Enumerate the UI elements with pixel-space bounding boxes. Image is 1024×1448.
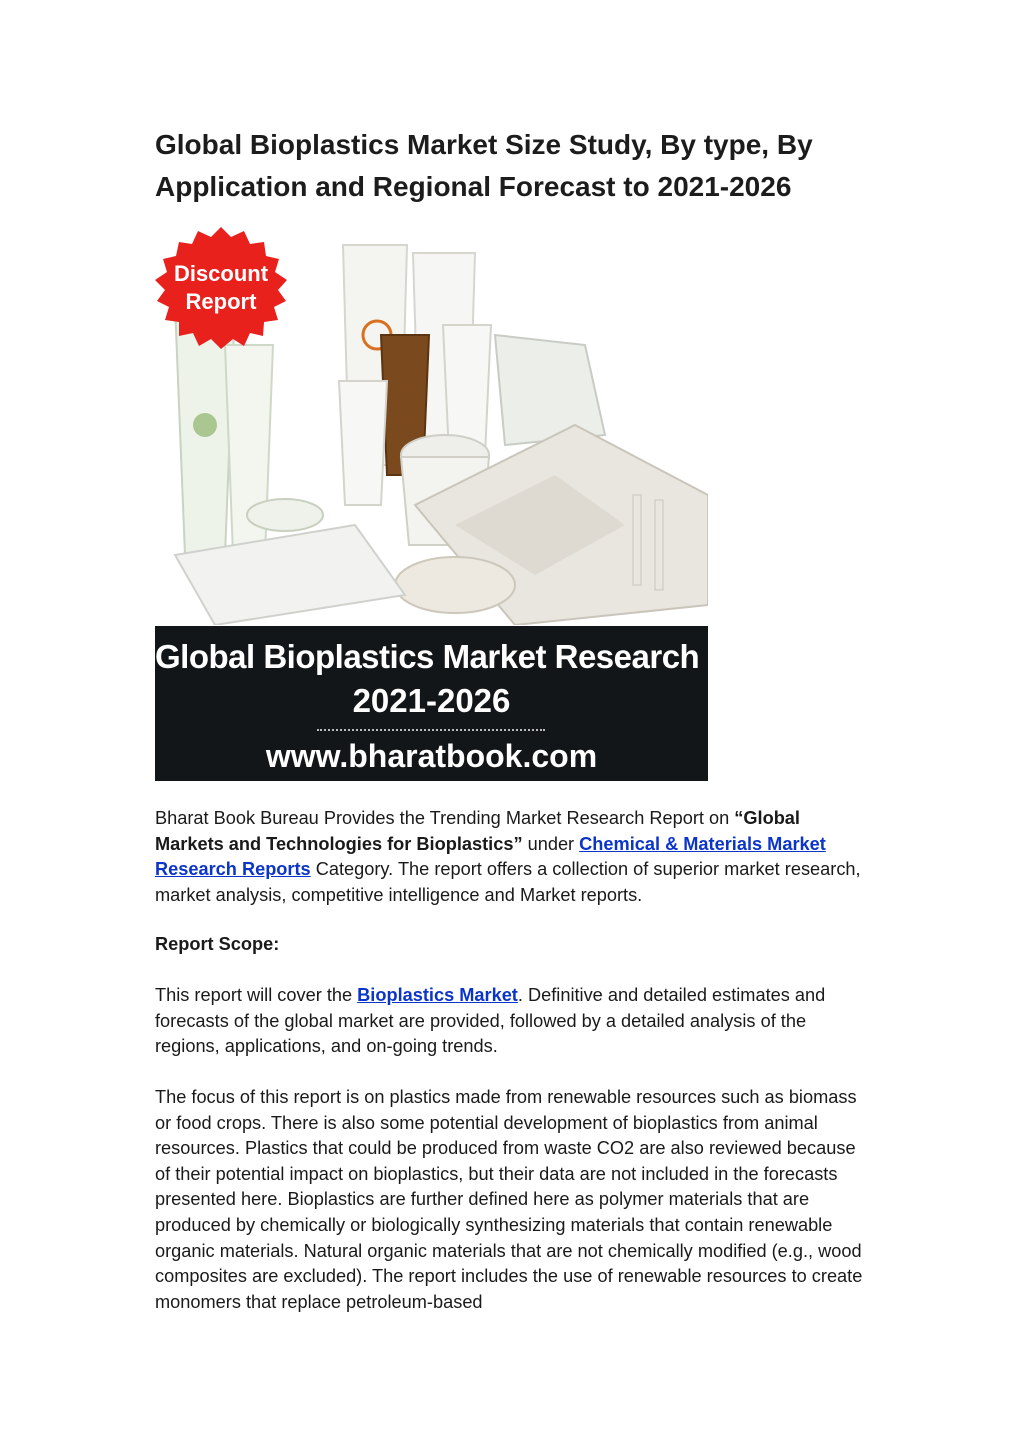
focus-paragraph: The focus of this report is on plastics made from renewable resources such as biomass or food crops. There is also some potential development of bioplastics from animal resources. Plastics that could be produced from waste CO2 are also reviewed because of their potential impact on bioplastics, but their data are not included in the forecasts presented here. Bioplastics are further defined here as polymer materials that are produced by chemically or biologically synthesizing materials that contain renewable organic materials. Natural organic materials that are not chemically modified (e.g., wood composites are excluded). The report includes the use of renewable resources to create monomers that replace petroleum-based (155, 1087, 863, 1312)
intro-paragraph (155, 806, 870, 908)
report-banner (155, 626, 812, 781)
bioplastics-market-link[interactable]: Bioplastics Market (357, 985, 518, 1005)
page-title: Global Bioplastics Market Size Study, By type, By Application and Regional Forecast to 2021-2026 (155, 129, 813, 202)
banner-divider (317, 729, 545, 731)
scope-text: This report will cover the (155, 985, 358, 1005)
intro-text-after: Category. The report offers a collection of superior market research, market analysis, competitive intelligence and Market reports. (155, 859, 861, 905)
category-link[interactable]: Chemical & Materials Market Research Reports (155, 833, 826, 880)
report-scope-heading: Report Scope: (155, 934, 280, 954)
scope-paragraph (155, 983, 870, 1060)
badge-line2: Report (185, 289, 257, 314)
report-name: “Global Markets and Technologies for Bioplastics” (155, 808, 800, 854)
intro-text: Bharat Book Bureau Provides the Trending Market Research Report on (155, 808, 735, 828)
banner-years: 2021-2026 (352, 682, 511, 719)
intro-text-under: under (522, 833, 580, 854)
badge-line1: Discount (173, 261, 269, 286)
bioplastic-products-illustration (155, 225, 708, 625)
banner-url: www.bharatbook.com (265, 738, 598, 774)
banner-title: Global Bioplastics Market Research Report (155, 638, 812, 675)
product-photo (155, 225, 708, 625)
scope-text-after: . Definitive and detailed estimates and forecasts of the global market are provided, followed by a detailed analysis of the regions, applications, and on-going trends. (155, 985, 826, 1057)
